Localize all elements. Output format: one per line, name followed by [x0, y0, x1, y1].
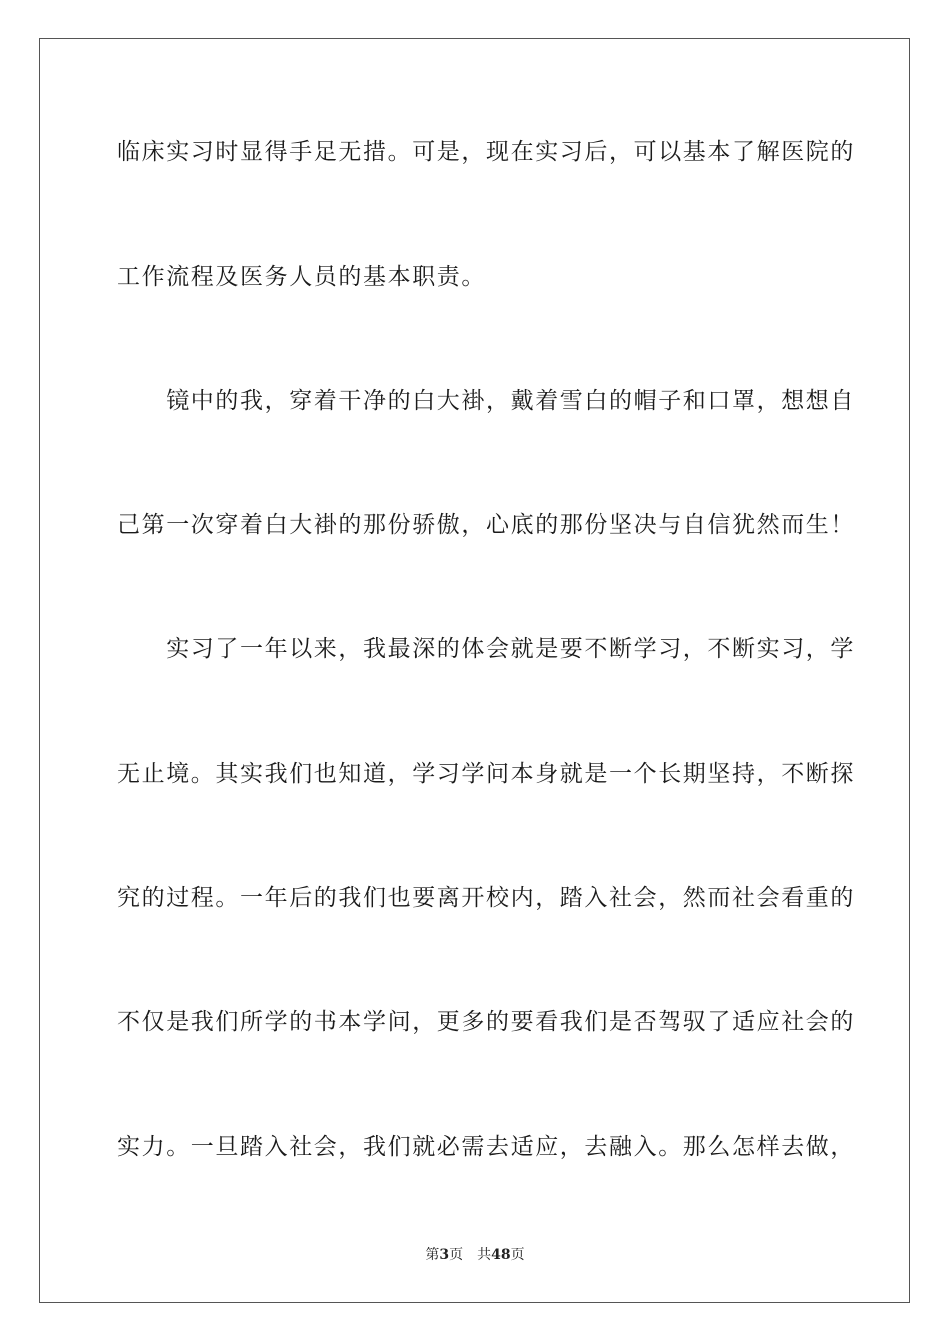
body-text-line: 不仅是我们所学的书本学问，更多的要看我们是否驾驭了适应社会的 [117, 1009, 855, 1035]
body-text-line: 工作流程及医务人员的基本职责。 [117, 264, 486, 290]
body-text-line: 无止境。其实我们也知道，学习学问本身就是一个长期坚持，不断探 [117, 761, 855, 787]
page-number: 3 [439, 1247, 450, 1263]
total-pages: 48 [491, 1247, 511, 1263]
body-text-line: 实习了一年以来，我最深的体会就是要不断学习，不断实习，学 [117, 636, 855, 662]
body-text-line: 镜中的我，穿着干净的白大褂，戴着雪白的帽子和口罩，想想自 [117, 388, 855, 414]
body-text-line: 己第一次穿着白大褂的那份骄傲，心底的那份坚决与自信犹然而生！ [117, 512, 855, 538]
page-footer [0, 1246, 950, 1264]
total-suffix: 页 [510, 1247, 525, 1263]
page-prefix: 第 [425, 1247, 440, 1263]
page-border [39, 38, 910, 1303]
total-prefix: 共 [477, 1247, 492, 1263]
body-text-line: 实力。一旦踏入社会，我们就必需去适应，去融入。那么怎样去做， [117, 1134, 855, 1160]
body-text-line: 究的过程。一年后的我们也要离开校内，踏入社会，然而社会看重的 [117, 885, 855, 911]
body-text-line: 临床实习时显得手足无措。可是，现在实习后，可以基本了解医院的 [117, 139, 855, 165]
page-suffix: 页 [449, 1247, 464, 1263]
